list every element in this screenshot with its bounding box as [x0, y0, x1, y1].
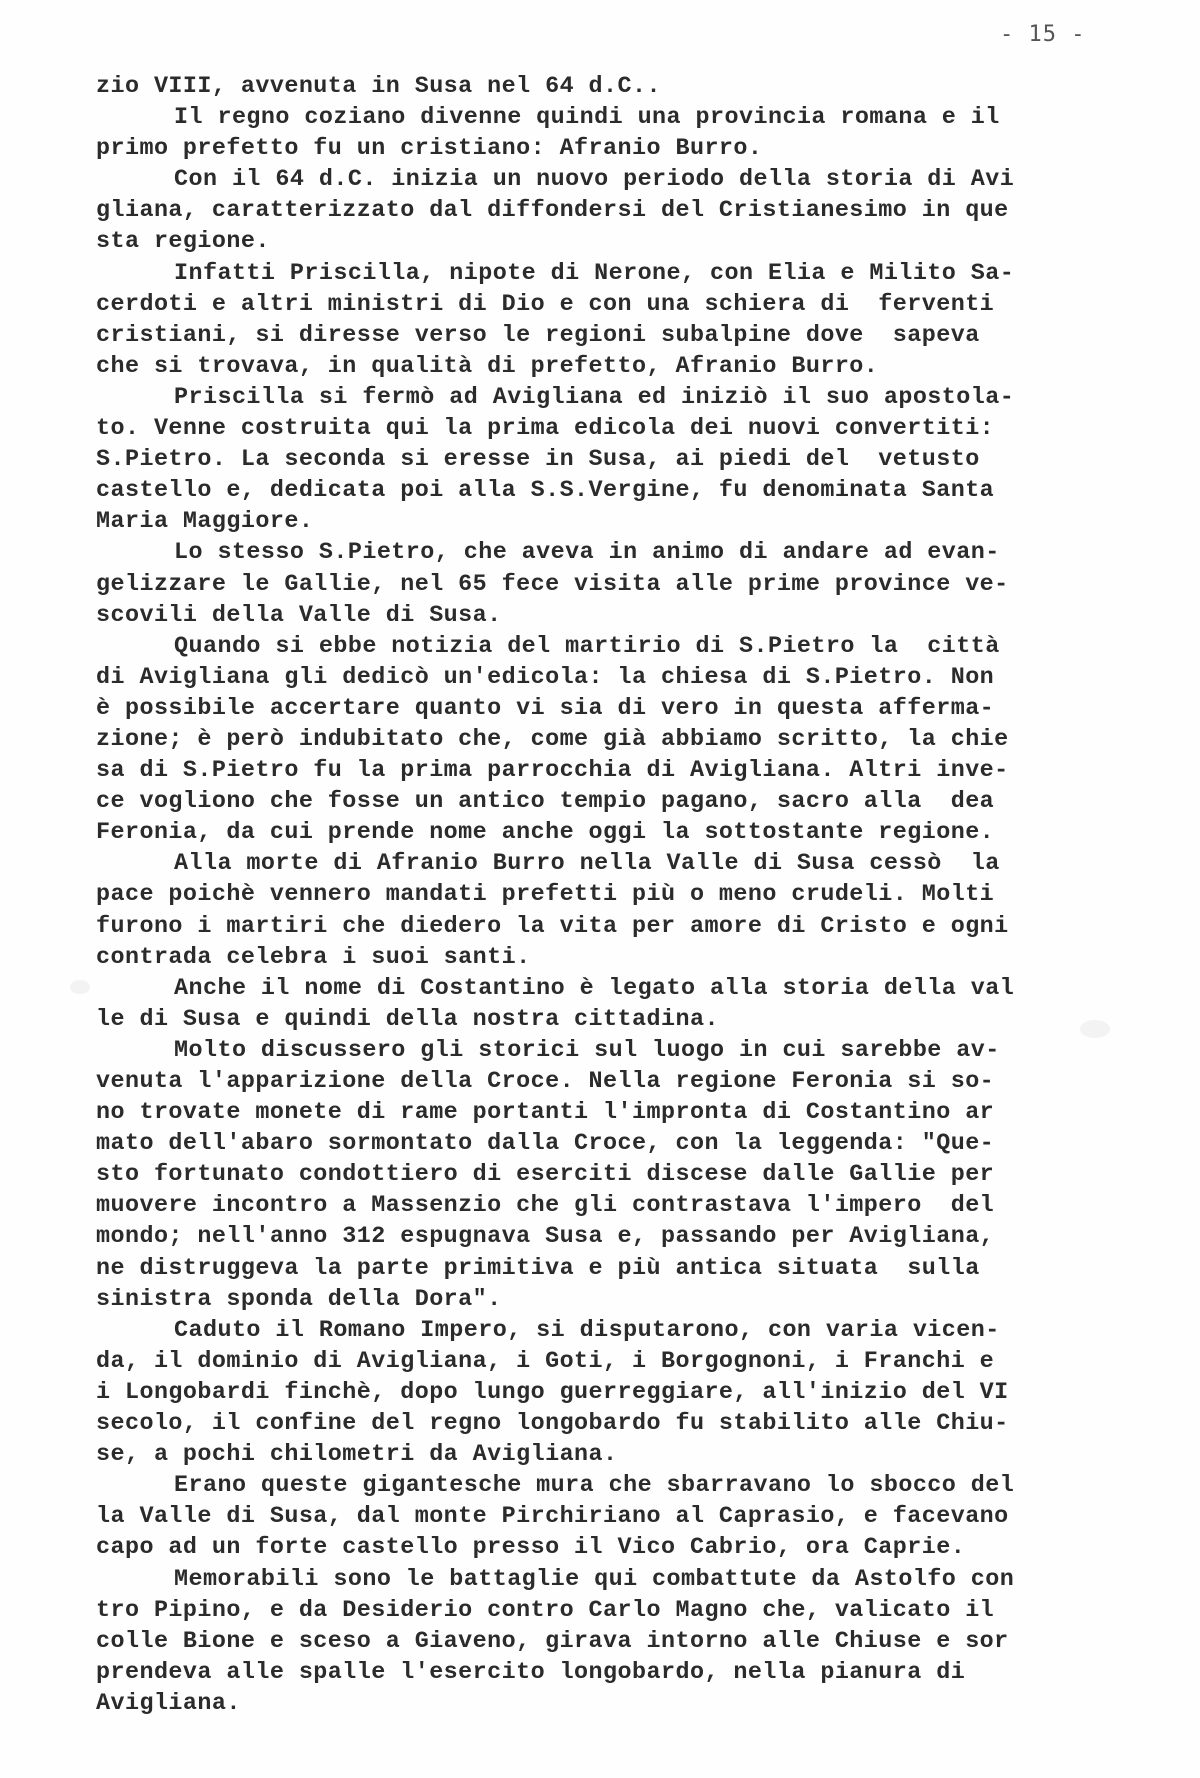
text-line: le di Susa e quindi della nostra cittadina. [96, 1006, 719, 1033]
text-line: sinistra sponda della Dora". [96, 1286, 502, 1313]
paragraph [96, 72, 1096, 103]
text-line: da, il dominio di Avigliana, i Goti, i Borgognoni, i Franchi e [96, 1348, 995, 1375]
text-line: ce vogliono che fosse un antico tempio pagano, sacro alla dea [96, 789, 995, 816]
paragraph [96, 632, 1096, 850]
text-line: Il regno coziano divenne quindi una provincia romana e il [174, 105, 1000, 132]
text-line: contrada celebra i suoi santi. [96, 944, 531, 971]
text-line: mondo; nell'anno 312 espugnava Susa e, passando per Avigliana, [96, 1224, 995, 1251]
paragraph [96, 259, 1096, 383]
paragraph [96, 849, 1096, 973]
text-line: la Valle di Susa, dal monte Pirchiriano al Caprasio, e facevano [96, 1504, 1009, 1531]
paragraph [96, 538, 1096, 631]
text-line: venuta l'apparizione della Croce. Nella regione Feronia si so- [96, 1069, 995, 1095]
text-line: Alla morte di Afranio Burro nella Valle di Susa cessò la [174, 851, 1000, 878]
text-line: capo ad un forte castello presso il Vico Cabrio, ora Caprie. [96, 1535, 966, 1562]
text-line: castello e, dedicata poi alla S.S.Vergine, fu denominata Santa [96, 478, 995, 505]
text-line: sa di S.Pietro fu la prima parrocchia di Avigliana. Altri inve- [96, 758, 1009, 785]
text-line: cerdoti e altri ministri di Dio e con una schiera di ferventi [96, 291, 995, 318]
text-line: Infatti Priscilla, nipote di Nerone, con Elia e Milito Sa- [174, 260, 1015, 287]
text-line: Maria Maggiore. [96, 509, 314, 536]
text-line: Lo stesso S.Pietro, che aveva in animo di andare ad evan- [174, 540, 1000, 567]
text-line: gliana, caratterizzato dal diffondersi del Cristianesimo in que [96, 198, 1009, 225]
paragraph [96, 1565, 1096, 1720]
text-line: ne distruggeva la parte primitiva e più antica situata sulla [96, 1255, 980, 1282]
paragraph [96, 1471, 1096, 1564]
text-line: pace poichè vennero mandati prefetti più o meno crudeli. Molti [96, 882, 995, 909]
text-line: di Avigliana gli dedicò un'edicola: la chiesa di S.Pietro. Non [96, 664, 995, 691]
text-line: mato dell'abaro sormontato dalla Croce, con la leggenda: "Que- [96, 1131, 995, 1158]
text-line: Caduto il Romano Impero, si disputarono, con varia vicen- [174, 1317, 1000, 1344]
page-number: - 15 - [1000, 22, 1086, 47]
text-line: Priscilla si fermò ad Avigliana ed iniziò il suo apostola- [174, 384, 1015, 411]
text-line: Molto discussero gli storici sul luogo in cui sarebbe av- [174, 1037, 1000, 1064]
text-line: S.Pietro. La seconda si eresse in Susa, ai piedi del vetusto [96, 447, 980, 474]
text-line: colle Bione e sceso a Giaveno, girava intorno alle Chiuse e sor [96, 1628, 1009, 1655]
text-line: sto fortunato condottiero di eserciti discese dalle Gallie per [96, 1162, 995, 1189]
paragraph [96, 1036, 1096, 1316]
text-line: tro Pipino, e da Desiderio contro Carlo Magno che, valicato il [96, 1597, 995, 1624]
paragraph [96, 383, 1096, 538]
text-line: sta regione. [96, 229, 270, 256]
text-line: gelizzare le Gallie, nel 65 fece visita alle prime province ve- [96, 571, 1009, 598]
text-line: scovili della Valle di Susa. [96, 602, 502, 629]
text-line: primo prefetto fu un cristiano: Afranio Burro. [96, 136, 763, 163]
paragraph [96, 165, 1096, 258]
text-line: Con il 64 d.C. inizia un nuovo periodo della storia di Avi [174, 167, 1015, 194]
text-line: i Longobardi finchè, dopo lungo guerreggiare, all'inizio del VI [96, 1379, 1009, 1406]
body-text [96, 72, 1096, 1720]
text-line: zione; è però indubitato che, come già abbiamo scritto, la chie [96, 726, 1009, 753]
text-line: Quando si ebbe notizia del martirio di S.Pietro la città [174, 633, 1000, 660]
paragraph [96, 1316, 1096, 1471]
text-line: Avigliana. [96, 1690, 241, 1717]
text-line: secolo, il confine del regno longobardo fu stabilito alle Chiu- [96, 1411, 1009, 1438]
paragraph [96, 974, 1096, 1036]
text-line: Erano queste gigantesche mura che sbarravano lo sbocco del [174, 1473, 1015, 1500]
text-line: Feronia, da cui prende nome anche oggi la sottostante regione. [96, 820, 995, 847]
text-line: furono i martiri che diedero la vita per amore di Cristo e ogni [96, 913, 1009, 940]
text-line: zio VIII, avvenuta in Susa nel 64 d.C.. [96, 74, 661, 100]
text-line: no trovate monete di rame portanti l'impronta di Costantino ar [96, 1100, 995, 1127]
text-line: Memorabili sono le battaglie qui combattute da Astolfo con [174, 1566, 1015, 1593]
text-line: prendeva alle spalle l'esercito longobardo, nella pianura di [96, 1659, 966, 1686]
text-line: se, a pochi chilometri da Avigliana. [96, 1442, 618, 1469]
text-line: che si trovava, in qualità di prefetto, Afranio Burro. [96, 353, 879, 380]
text-line: cristiani, si diresse verso le regioni subalpine dove sapeva [96, 322, 980, 349]
text-line: Anche il nome di Costantino è legato alla storia della val [174, 975, 1015, 1002]
paper-smudge [70, 980, 90, 994]
text-line: to. Venne costruita qui la prima edicola dei nuovi convertiti: [96, 416, 995, 443]
text-line: è possibile accertare quanto vi sia di vero in questa afferma- [96, 695, 995, 722]
paragraph [96, 103, 1096, 165]
text-line: muovere incontro a Massenzio che gli contrastava l'impero del [96, 1193, 995, 1220]
